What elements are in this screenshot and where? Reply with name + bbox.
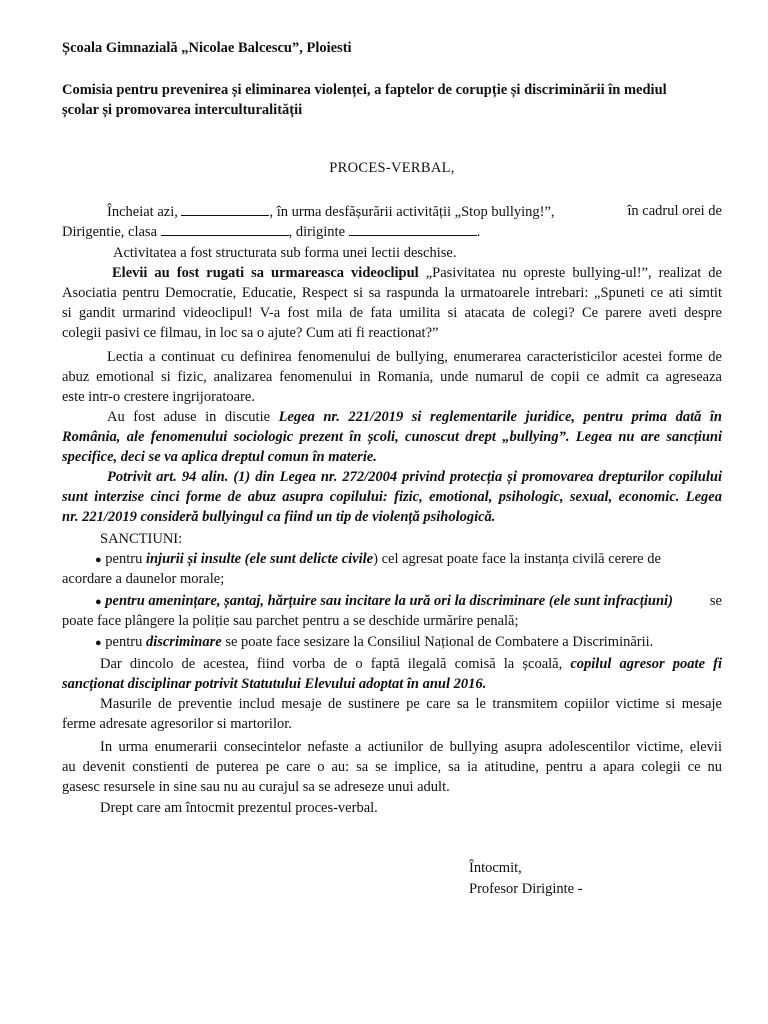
- consequences-line-1: In urma enumerarii consecintelor nefaste a actiunilor de bullying asupra adolescentilor victime, elevii: [100, 739, 722, 755]
- lesson-line-3: este intr-o crestere ingrijoratoare.: [62, 389, 255, 405]
- consequences-line-2: au devenit constienti de puterea pe care o au: sa se implice, sa ia atitudine, pentru a apara colegii ce nu: [62, 759, 722, 775]
- school-fact-b: copilul agresor poate fi: [570, 656, 722, 672]
- lesson-line-1: Lectia a continuat cu definirea fenomenului de bullying, enumerarea caracteristicilor acestei forme de: [107, 349, 722, 365]
- law-line-2: România, ale fenomenului sociologic prezent în școli, cunoscut drept „bullying”. Legea nu are sancțiuni: [62, 429, 722, 445]
- prevention-line-2: ferme adresate agresorilor si martorilor.: [62, 716, 292, 732]
- intro-text-e: , diriginte: [288, 224, 346, 240]
- consequences-line-3: gasesc resursele in sine sau nu au curajul sa se adreseze unui adult.: [62, 779, 450, 795]
- commission-title-line-1: Comisia pentru prevenirea și eliminarea violenței, a faptelor de corupție și discriminării în mediul: [62, 82, 667, 98]
- video-line-1: [112, 263, 722, 283]
- intro-text-a: Încheiat azi,: [107, 204, 178, 220]
- law-line-1: [107, 407, 722, 427]
- law-text-a: Au fost aduse in discutie: [107, 409, 271, 425]
- school-name: Școala Gimnazială „Nicolae Balcescu”, Ploiesti: [62, 40, 352, 56]
- law-text-b: Legea nr. 221/2019 si reglementarile juridice, pentru prima dată în: [278, 409, 722, 425]
- school-fact-line-1: [100, 654, 722, 674]
- sanction-3-a: pentru: [105, 634, 143, 650]
- teacher-blank: [349, 221, 477, 236]
- bullet-dot-icon: ●: [95, 637, 102, 649]
- intro-line-1: [62, 201, 722, 222]
- video-rest: „Pasivitatea nu opreste bullying-ul!”, realizat de: [425, 265, 722, 281]
- intro-text-d: Dirigentie, clasa: [62, 224, 158, 240]
- lesson-line-2: abuz emotional si fizic, analizarea fenomenului in Romania, unde numarul de copii ce admit ca agreseaza: [62, 369, 722, 385]
- bullet-dot-icon: ●: [95, 596, 102, 608]
- sanction-2-b: pentru amenințare, șantaj, hărțuire sau incitare la ură ori la discriminare (ele sunt infracțiuni): [105, 593, 673, 609]
- sanction-1-line-2: acordare a daunelor morale;: [62, 571, 225, 587]
- article-line-2: sunt interzise cinci forme de abuz asupra copilului: fizic, emotional, psihologic, sexual, economic. Legea: [62, 489, 722, 505]
- sanction-3-line-1: [95, 632, 722, 653]
- sanction-1-c: ) cel agresat poate face la instanța civilă cerere de: [373, 551, 661, 567]
- signature-drafted: Întocmit,: [469, 860, 522, 876]
- class-blank: [161, 221, 289, 236]
- structure-sentence: Activitatea a fost structurata sub forma unei lectii deschise.: [113, 245, 457, 261]
- sanction-2-line-2: poate face plângere la poliție sau parchet pentru a se deschide urmărire penală;: [62, 613, 519, 629]
- video-line-4: colegii pasivi ce filmau, in loc sa o ajute? Cum ati fi reactionat?”: [62, 325, 439, 341]
- sanction-3-b: discriminare: [145, 634, 222, 650]
- closing-sentence: Drept care am întocmit prezentul proces-verbal.: [100, 800, 378, 816]
- sanction-2-line-1: [95, 591, 722, 612]
- intro-text-b: , în urma desfășurării activității „Stop bullying!”,: [269, 204, 555, 220]
- sanction-1-line-1: [95, 549, 722, 570]
- law-line-3: specifice, deci se va aplica dreptul comun în materie.: [62, 449, 377, 465]
- article-line-3: nr. 221/2019 consideră bullyingul ca fiind un tip de violență psihologică.: [62, 509, 496, 525]
- commission-title-line-2: școlar și promovarea interculturalității: [62, 102, 303, 118]
- intro-line-2: [62, 221, 722, 242]
- article-line-1: Potrivit art. 94 alin. (1) din Legea nr. 272/2004 privind protecția și promovarea drepturilor copilului: [107, 469, 722, 485]
- school-fact-a: Dar dincolo de acestea, fiind vorba de o faptă ilegală comisă la școală,: [100, 656, 563, 672]
- sanctions-heading: SANCTIUNI:: [100, 531, 183, 547]
- sanction-1-b: injurii și insulte (ele sunt delicte civile: [145, 551, 374, 567]
- intro-text-f: .: [476, 224, 481, 240]
- school-fact-line-2: sancționat disciplinar potrivit Statutului Elevului adoptat în anul 2016.: [62, 676, 487, 692]
- date-blank: [181, 201, 269, 216]
- sanction-2-c: se: [709, 593, 722, 609]
- bullet-dot-icon: ●: [95, 554, 102, 566]
- video-line-3: si gandit urmarind videoclipul! V-a fost mila de fata umilita si atacata de colegi? Ce parere aveti despre: [62, 305, 722, 321]
- intro-text-c: în cadrul orei de: [627, 203, 722, 219]
- signature-role: Profesor Diriginte -: [469, 881, 583, 897]
- sanction-3-c: se poate face sesizare la Consiliul Național de Combatere a Discriminării.: [225, 634, 654, 650]
- video-line-2: Asociatia pentru Democratie, Educatie, Respect si sa raspunda la urmatoarele intrebari: „Spuneti ce ati simtit: [62, 285, 722, 301]
- document-title: PROCES-VERBAL,: [329, 160, 455, 176]
- video-bold: Elevii au fost rugati sa urmareasca videoclipul: [112, 265, 419, 281]
- prevention-line-1: Masurile de preventie includ mesaje de sustinere pe care sa le transmitem copiilor victime si mesaje: [100, 696, 722, 712]
- sanction-1-a: pentru: [105, 551, 143, 567]
